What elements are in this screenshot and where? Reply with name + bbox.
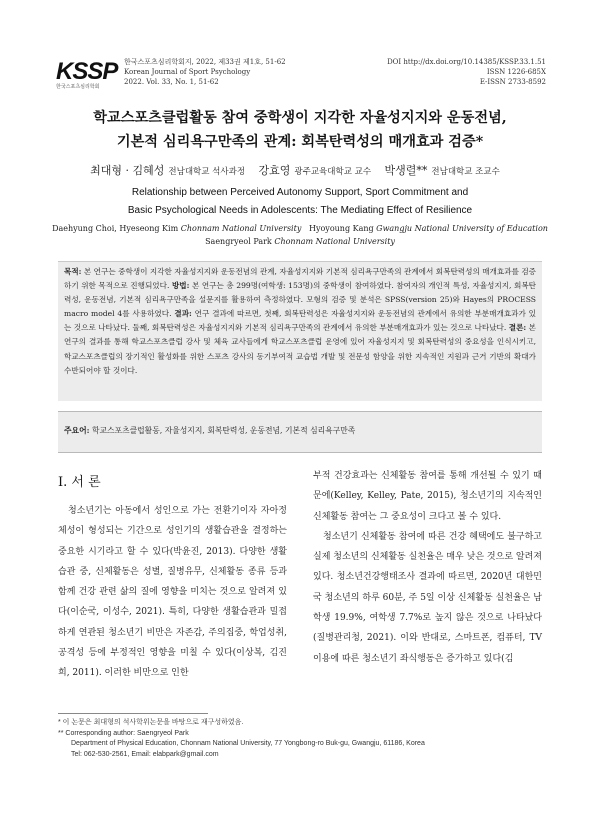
body-paragraph: 청소년기 신체활동 참여에 따른 건강 혜택에도 불구하고 실제 청소년의 신체활동 실천율은 매우 낮은 것으로 알려져 있다. 청소년건강행태조사 결과에 따르면, 2020년 대한민국 청소년의 하루 60분, 주 5일 이상 신체활동 실천율은 남학생 19.9%, 여학생 7.7%로 높지 않은 것으로 나타났다(질병관리청, 2021). 이와 반대로, 스마트폰, 컴퓨터, TV 이용에 따른 청소년기 좌식행동은 증가하고 있다(김 [313,531,542,664]
author-en-affiliation: Gwangju National University of Education [376,224,548,233]
journal-name-ko: 한국스포츠심리학회지, 2022, 제33권 제1호, 51-62 [124,58,286,66]
doi: DOI http://dx.doi.org/10.14385/KSSP.33.1.51 [387,58,546,66]
journal-name-en: Korean Journal of Sport Psychology [124,68,251,76]
abstract-label-results: 결과: [174,309,192,319]
authors-en-line2 [0,237,600,246]
title-en-line1: Relationship between Perceived Autonomy Support, Sport Commitment and [131,187,469,198]
footnote-contact: Tel: 062-530-2561, Email: elabpark@gmail.com [71,750,219,758]
body-column-left [58,501,287,684]
issn: ISSN 1226-685X [486,68,546,76]
author-affiliation: 전남대학교 조교수 [431,167,500,177]
author-en-name: Daehyung Choi, Hyeseong Kim [52,224,179,233]
author-affiliation: 광주교육대학교 교수 [294,167,372,177]
title-en-line2: Basic Psychological Needs in Adolescents: The Mediating Effect of Resilience [127,205,473,216]
footnote-address: Department of Physical Education, Chonnam National University, 77 Yongbong-ro Buk-gu, Gwangju, 61186, Korea [71,740,425,748]
body-paragraph: 청소년기는 아동에서 성인으로 가는 전환기이자 자아정체성이 형성되는 기간으로 성인기의 생활습관을 결정하는 중요한 시기라고 할 수 있다(박윤진, 2013). 다양한 생활습관 중, 신체활동은 성별, 질병유무, 신체활동 종류 등과 함께 건강 관련 삶의 질에 영향을 미치는 것으로 알려져 있다(이순국, 이성수, 2021). 특히, 다양한 생활습관과 밀접하게 연관된 청소년기 비만은 자존감, 주의집중, 학업성취, 공격성 등에 부정적인 영향을 미칠 수 있다(이상복, 김진희, 2011). 이러한 비만으로 인한 [58,506,287,679]
abstract-purpose: 본 연구는 중학생이 지각한 자율성지지와 운동전념의 관계, 자율성지지와 기본적 심리욕구만족의 관계에서 회복탄력성의 매개효과를 검증하기 위한 목적으로 진행되었다. [64,267,536,291]
abstract-label-conclusion: 결론: [508,323,527,333]
abstract-conclusion: 본 연구의 결과를 통해 학교스포츠클럽 강사 및 체육 교사들에게 학교스포츠클럽 운영에 있어 자율성지지 및 회복탄력성의 중요성을 인식시키고, 학교스포츠클럽의 장기적인 활성화를 위한 스포츠 강사의 동기부여적 교습법 개발 및 전문성 함양을 위한 지속적인 지원과 근거 기반의 확대가 수반되어야 할 것이다. [64,323,536,375]
authors-en-line1 [0,224,600,233]
abstract [64,265,536,378]
author-name: 최대형 · 김혜성 [90,164,165,177]
journal-volume: 2022. Vol. 33, No. 1, 51-62 [124,78,219,86]
title-ko-line2: 기본적 심리욕구만족의 관계: 회복탄력성의 매개효과 검증* [116,134,484,150]
author-affiliation: 전남대학교 석사과정 [168,167,246,177]
abstract-label-purpose: 목적: [64,267,82,276]
abstract-method: 본 연구는 총 299명(여학생: 153명)의 중학생이 참여하였다. 참여자의 개인적 특성, 자율성지지, 회복탄력성, 운동전념, 기본적 심리욕구만족을 설문지를 활용하여 측정하였다. 모형의 검증 및 분석은 SPSS(version 25)와 Hayes의 PROCESS macro model 4를 사용하였다. [64,281,537,319]
author-en-name: Saengryeol Park [205,237,272,246]
body-paragraph: 부적 건강효과는 신체활동 참여를 통해 개선될 수 있기 때문에(Kelley, Kelley, Pate, 2015), 청소년기의 지속적인 신체활동 참여는 그 중요성이 크다고 볼 수 있다. [313,471,542,522]
section-title: I. 서 론 [58,475,101,490]
authors-ko [0,162,600,178]
author-name: 강효영 [258,164,291,177]
footnote-2: ** Corresponding author: Saengryeol Park [58,729,189,737]
author-en-affiliation: Chonnam National University [274,237,395,246]
keywords-text: 학교스포츠클럽활동, 자율성지지, 회복탄력성, 운동전념, 기본적 심리욕구만족 [89,426,356,435]
footnote-1: * 이 논문은 최대형의 석사학위논문을 바탕으로 재구성하였음. [58,719,244,726]
keywords [64,425,534,437]
body-column-right [313,466,542,669]
title-ko-line1: 학교스포츠클럽활동 참여 중학생이 지각한 자율성지지와 운동전념, [93,110,507,126]
author-en-affiliation: Chonnam National University [180,224,302,233]
eissn: E-ISSN 2733-8592 [479,78,546,86]
author-en-name: Hyoyoung Kang [308,224,374,233]
abstract-results: 연구 결과에 따르면, 첫째, 회복탄력성은 자율성지지와 운동전념의 관계에서 유의한 부분매개효과가 있는 것으로 나타났다. 둘째, 회복탄력성은 자율성지지와 기본적 심리욕구만족의 관계에서 유의한 부분매개효과가 있는 것으로 나타났다. [64,309,536,333]
footnote-divider [58,713,208,714]
journal-citation [124,57,286,87]
abstract-label-method: 방법: [171,281,190,291]
author-name: 박생렬** [384,164,428,177]
journal-identifiers [387,57,546,87]
journal-logo [56,60,122,92]
logo-mark: KSSP [56,58,118,85]
keywords-label: 주요어: [64,426,90,435]
footnotes [58,718,542,760]
logo-subtitle: 한국스포츠심리학회 [56,84,100,90]
